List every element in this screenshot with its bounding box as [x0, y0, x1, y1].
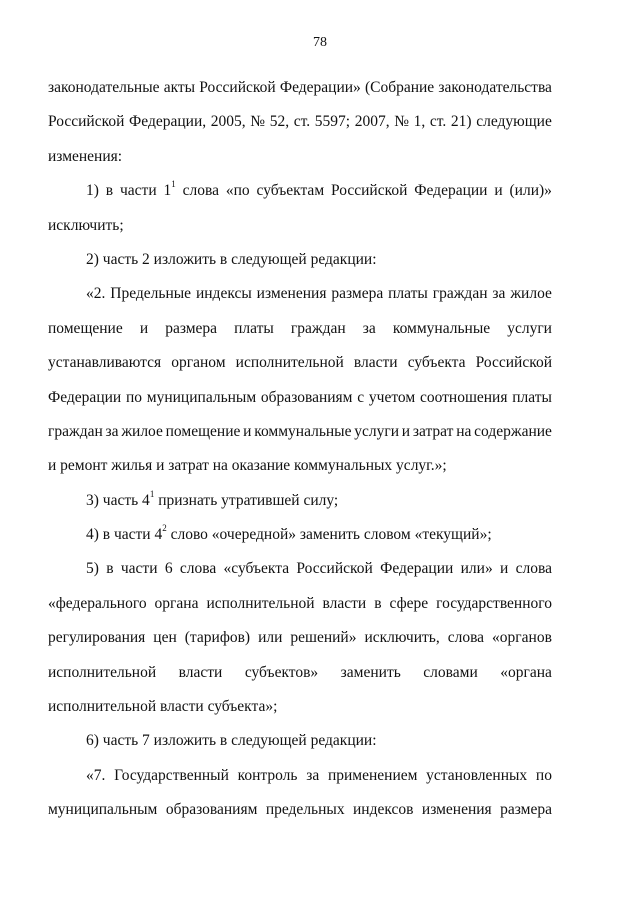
- text-line: исключить;: [48, 216, 124, 234]
- word: граждан: [432, 285, 488, 303]
- word: Российской: [199, 79, 276, 96]
- word: устанавливаются: [48, 354, 162, 372]
- word: слова: [179, 560, 217, 578]
- superscript: 1: [171, 179, 176, 190]
- text-run: признать утратившей силу;: [154, 491, 339, 509]
- word: «7.: [86, 766, 106, 784]
- word: на: [456, 422, 472, 440]
- word: и: [401, 422, 411, 440]
- word: субъекта: [407, 354, 466, 372]
- text-line: [48, 518, 552, 552]
- text-run: слово «очередной» заменить словом «текущий»;: [166, 526, 492, 544]
- word: по: [535, 766, 552, 784]
- text-line: [48, 71, 552, 105]
- word: цен: [153, 629, 177, 647]
- word: жилое: [121, 422, 163, 440]
- text-run: 3) часть 4: [86, 491, 150, 509]
- text-line: исполнительной власти субъекта»;: [48, 698, 278, 716]
- text-line: [48, 552, 552, 586]
- word: 21): [450, 113, 472, 131]
- word: субъектов»: [244, 663, 319, 681]
- word: Российской: [48, 113, 125, 131]
- word: государственного: [436, 594, 552, 612]
- text-line: [48, 415, 552, 449]
- word: исполнительной: [235, 354, 344, 372]
- word: словами: [423, 663, 478, 681]
- word: Федерации: [414, 182, 488, 200]
- word: размера: [500, 801, 552, 819]
- word: Российской: [296, 560, 373, 578]
- word: Государственный: [114, 766, 229, 784]
- word: исполнительной: [48, 663, 157, 681]
- word: образованиям: [165, 801, 258, 819]
- word: с: [357, 388, 365, 406]
- word: «субъекта: [223, 560, 290, 578]
- word: Федерации,: [129, 113, 207, 131]
- word: (или)»: [509, 182, 552, 200]
- word: «органа: [500, 663, 552, 681]
- word: 1): [86, 182, 99, 200]
- text-line: [48, 381, 552, 415]
- word: части: [120, 182, 157, 200]
- word: $1^1$: [163, 179, 176, 200]
- word: исполнительной: [206, 594, 315, 612]
- word: по: [125, 388, 143, 406]
- word: Федерации: [380, 560, 454, 578]
- text-line: [48, 587, 552, 621]
- word: регулирования: [48, 629, 146, 647]
- word: граждан: [48, 422, 103, 440]
- word: Федерации: [48, 388, 122, 406]
- word: слова: [182, 182, 219, 200]
- word: муниципальным: [48, 801, 158, 819]
- text-line: [48, 484, 552, 518]
- word: акты: [163, 79, 196, 96]
- word: применением: [327, 766, 418, 784]
- document-body: [48, 71, 552, 828]
- word: в: [106, 560, 114, 578]
- page-number: 78: [313, 35, 327, 50]
- word: субъектам: [256, 182, 325, 200]
- word: помещение: [48, 319, 123, 337]
- text-line: [48, 656, 552, 690]
- word: и: [139, 319, 149, 337]
- word: сфере: [389, 594, 429, 612]
- word: Федерации»: [279, 79, 361, 96]
- text-run: 4) в части 4: [86, 526, 163, 544]
- word: платы: [388, 285, 428, 303]
- word: коммунальные: [392, 319, 491, 337]
- word: и: [500, 560, 509, 578]
- word: учетом: [368, 388, 416, 406]
- word: размера: [331, 285, 384, 303]
- word: за: [492, 285, 506, 303]
- word: следующие: [476, 113, 552, 131]
- word: Российской: [331, 182, 408, 200]
- text-line: [48, 759, 552, 793]
- word: установленных: [426, 766, 528, 784]
- text-line: 6) часть 7 изложить в следующей редакции:: [86, 732, 377, 750]
- word: «по: [225, 182, 250, 200]
- word: за: [105, 422, 119, 440]
- word: платы: [512, 388, 552, 406]
- word: власти: [353, 354, 398, 372]
- word: «2.: [86, 285, 106, 303]
- word: ст.: [429, 113, 447, 131]
- word: части: [120, 560, 158, 578]
- word: Российской: [475, 354, 552, 372]
- word: индексов: [353, 801, 414, 819]
- word: или»: [460, 560, 493, 578]
- superscript: 1: [149, 488, 155, 499]
- word: Предельные: [110, 285, 192, 303]
- word: в: [105, 182, 114, 200]
- word: 5): [86, 560, 99, 578]
- word: власти: [322, 594, 367, 612]
- word: ст.: [293, 113, 311, 131]
- word: 5597;: [314, 113, 351, 131]
- word: услуги: [354, 422, 400, 440]
- word: коммунальные: [254, 422, 352, 440]
- word: власти: [178, 663, 223, 681]
- word: законодательные: [48, 79, 160, 96]
- word: 52,: [269, 113, 290, 131]
- text-line: [48, 174, 552, 208]
- text-line: 2) часть 2 изложить в следующей редакции:: [86, 250, 377, 268]
- word: или: [258, 629, 283, 647]
- word: контроль: [237, 766, 298, 784]
- word: слова: [447, 629, 485, 647]
- word: помещение: [165, 422, 241, 440]
- word: «федерального: [48, 594, 147, 612]
- word: размера: [165, 319, 218, 337]
- text-line: [48, 277, 552, 311]
- word: №: [250, 113, 266, 131]
- word: законодательства: [438, 79, 552, 96]
- word: изменения: [421, 801, 492, 819]
- word: индексы: [195, 285, 252, 303]
- word: слова: [515, 560, 552, 578]
- word: (Собрание: [364, 79, 435, 96]
- word: платы: [234, 319, 274, 337]
- word: услуги: [507, 319, 552, 337]
- text-line: [48, 312, 552, 346]
- text-line: [48, 105, 552, 139]
- text-line: и ремонт жилья и затрат на оказание коммунальных услуг.»;: [48, 457, 447, 475]
- word: и: [243, 422, 252, 440]
- word: изменения: [256, 285, 327, 303]
- word: органом: [171, 354, 226, 372]
- word: жилое: [510, 285, 552, 303]
- word: №: [394, 113, 409, 131]
- word: за: [362, 319, 376, 337]
- word: за: [306, 766, 320, 784]
- word: соотношения: [419, 388, 508, 406]
- word: 6: [164, 560, 173, 578]
- word: решений»: [290, 629, 357, 647]
- text-line: [48, 793, 552, 827]
- word: заменить: [340, 663, 401, 681]
- word: образованиям: [260, 388, 353, 406]
- word: граждан: [290, 319, 346, 337]
- word: предельных: [265, 801, 345, 819]
- word: содержание: [474, 422, 552, 440]
- word: в: [374, 594, 382, 612]
- word: 1,: [413, 113, 426, 131]
- text-line: изменения:: [48, 147, 123, 165]
- word: (тарифов): [184, 629, 251, 647]
- word: 2007,: [354, 113, 390, 131]
- word: органа: [154, 594, 199, 612]
- word: 2005,: [210, 113, 246, 131]
- text-line: [48, 346, 552, 380]
- word: и: [494, 182, 503, 200]
- word: затрат: [412, 422, 454, 440]
- superscript: 2: [162, 522, 167, 533]
- text-line: [48, 621, 552, 655]
- word: муниципальным: [146, 388, 257, 406]
- word: «органов: [492, 629, 552, 647]
- word: исключить,: [364, 629, 440, 647]
